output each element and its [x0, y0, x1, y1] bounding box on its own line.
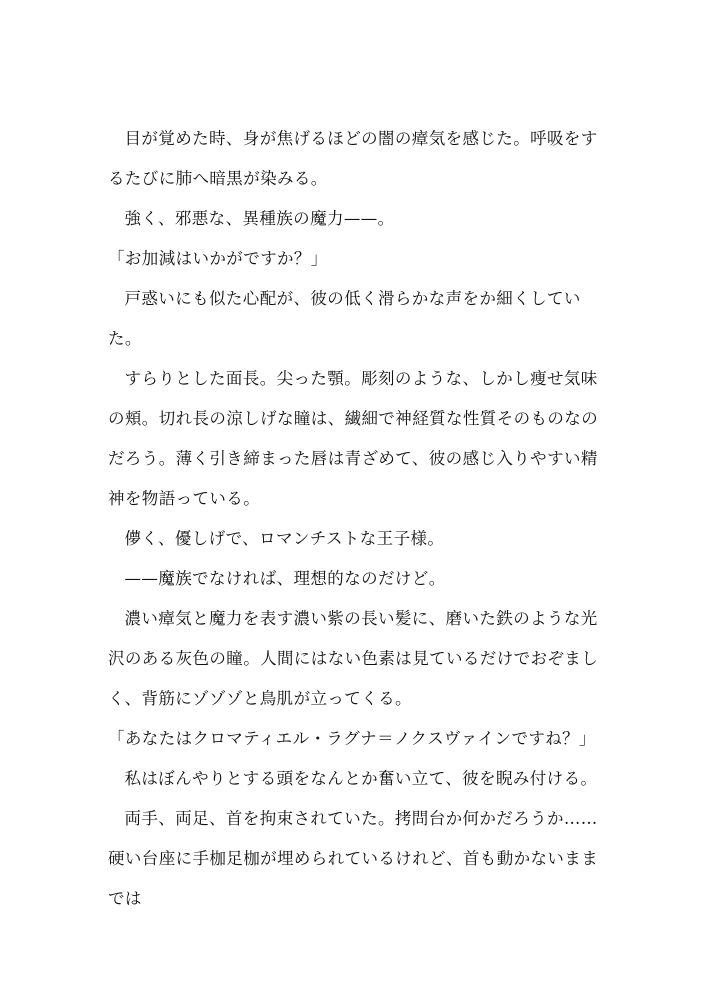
paragraph-narration: 儚く、優しげで、ロマンチストな王子様。 — [124, 529, 445, 548]
paragraph-dialogue: 「あなたはクロマティエル・ラグナ＝ノクスヴァインですね？」 — [108, 729, 596, 748]
paragraph-narration: 強く、邪悪な、異種族の魔力——。 — [124, 209, 395, 228]
paragraph-dialogue: 「お加減はいかがですか？」 — [108, 249, 328, 268]
paragraph-narration: ——魔族でなければ、理想的なのだけど。 — [124, 569, 446, 588]
body-text — [108, 119, 603, 919]
paragraph-narration: 濃い瘴気と魔力を表す濃い紫の長い髪に、磨いた鉄のような光沢のある灰色の瞳。人間にはない色素は見ているだけでおぞましく、背筋にゾゾゾと鳥肌が立ってくる。 — [108, 609, 599, 708]
paragraph-narration: 戸惑いにも似た心配が、彼の低く滑らかな声をか細くしていた。 — [108, 289, 581, 348]
paragraph-narration: 目が覚めた時、身が焦げるほどの闇の瘴気を感じた。呼吸をするたびに肺へ暗黒が染みる。 — [108, 129, 598, 188]
paragraph-narration: 私はぼんやりとする頭をなんとか奮い立て、彼を睨み付ける。 — [124, 769, 598, 788]
paragraph-narration: 両手、両足、首を拘束されていた。拷問台か何かだろうか……硬い台座に手枷足枷が埋められているけれど、首も動かないままでは — [108, 809, 599, 908]
paragraph-narration: すらりとした面長。尖った顎。彫刻のような、しかし痩せ気味の頬。切れ長の涼しげな瞳は、繊細で神経質な性質そのものなのだろう。薄く引き締まった唇は青ざめて、彼の感じ入りやすい精神を物語っている。 — [108, 369, 599, 508]
